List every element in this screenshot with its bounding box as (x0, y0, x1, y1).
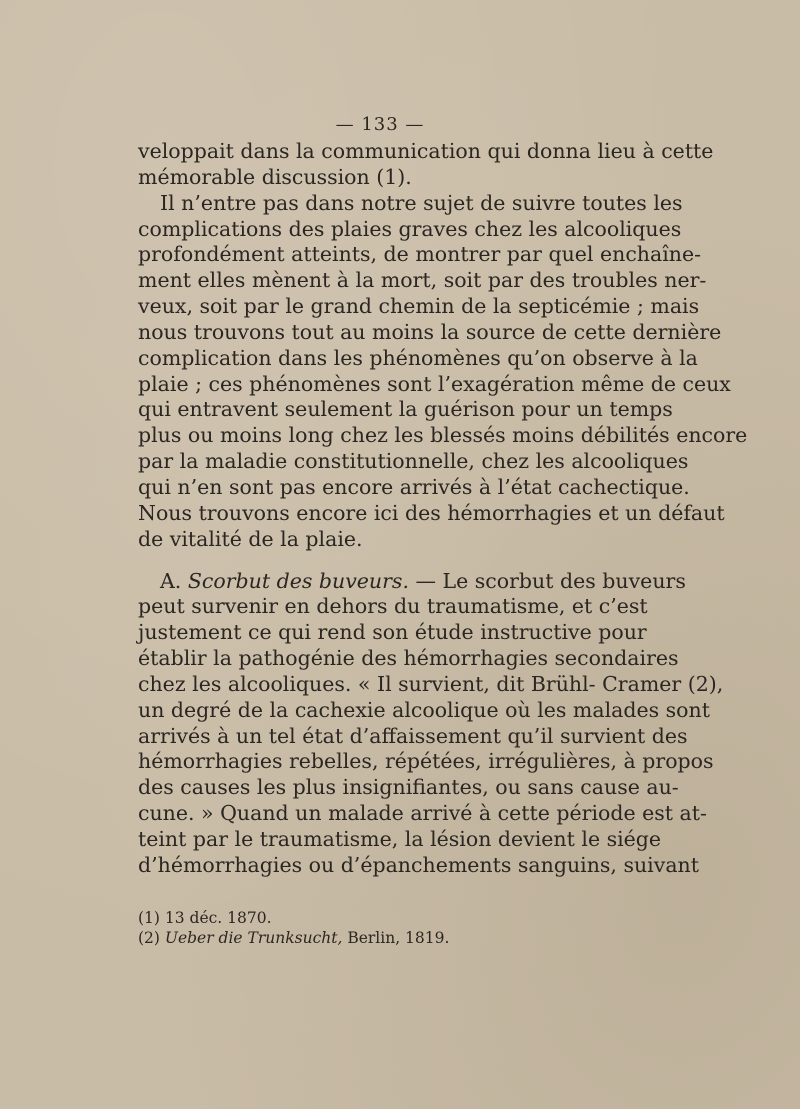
text-line: hémorrhagies rebelles, répétées, irrégulières, à propos (138, 749, 714, 774)
text-line: établir la pathogénie des hémorrhagies secondaires (138, 646, 679, 671)
page-number: — 133 — (335, 114, 425, 135)
text-line: chez les alcooliques. « Il survient, dit Brühl- Cramer (2), (138, 671, 724, 696)
body-text (138, 139, 748, 879)
text-line: complication dans les phénomènes qu’on observe à la (138, 345, 698, 370)
footnote-2-title: Ueber die Trunksucht, (164, 929, 343, 947)
text-line: des causes les plus insignifiantes, ou sans cause au- (138, 775, 679, 800)
text-line: arrivés à un tel état d’affaissement qu’il survient des (138, 723, 688, 748)
text-line-heading (138, 568, 686, 595)
paragraph-gap (138, 553, 620, 569)
text-line: justement ce qui rend son étude instructive pour (138, 620, 647, 645)
text-line: veux, soit par le grand chemin de la septicémie ; mais (138, 294, 700, 319)
text-line: mémorable discussion (1). (138, 164, 412, 189)
text-line: complications des plaies graves chez les alcooliques (138, 216, 682, 241)
text-line: nous trouvons tout au moins la source de cette dernière (138, 319, 722, 344)
paragraph-2 (138, 190, 748, 553)
text-line: par la maladie constitutionnelle, chez les alcooliques (138, 449, 689, 474)
section-letter: A. (160, 568, 188, 593)
footnote-2-rest: Berlin, 1819. (342, 929, 450, 947)
text-line: Nous trouvons encore ici des hémorrhagies et un défaut (138, 500, 725, 525)
paragraph-3 (138, 568, 724, 879)
text-line: peut survenir en dehors du traumatisme, et c’est (138, 594, 648, 619)
text-line: de vitalité de la plaie. (138, 526, 363, 551)
text-line: un degré de la cachexie alcoolique où les malades sont (138, 697, 710, 722)
text-line: profondément atteints, de montrer par quel enchaîne- (138, 242, 702, 267)
paragraph-1 (138, 139, 714, 191)
footnote-2 (138, 928, 618, 948)
text-line: qui n’en sont pas encore arrivés à l’état cachectique. (138, 474, 690, 499)
text-line: teint par le traumatisme, la lésion devient le siége (138, 826, 662, 851)
text-line: plus ou moins long chez les blessés moins débilités encore (138, 423, 748, 448)
section-title: Scorbut des buveurs. (187, 568, 409, 593)
text-line: veloppait dans la communication qui donna lieu à cette (138, 139, 714, 163)
text-line: Il n’entre pas dans notre sujet de suivre toutes les (160, 190, 683, 215)
text-line: cune. » Quand un malade arrivé à cette période est at- (138, 801, 707, 826)
footnote-2-number: (2) (138, 929, 165, 947)
text-line: plaie ; ces phénomènes sont l’exagération même de ceux (138, 371, 731, 396)
text-line: ment elles mènent à la mort, soit par des troubles ner- (138, 268, 707, 293)
footnote-1: (1) 13 déc. 1870. (138, 909, 272, 927)
text-line: qui entravent seulement la guérison pour un temps (138, 397, 673, 422)
footnotes (138, 908, 618, 948)
text-line: d’hémorrhagies ou d’épanchements sanguins, suivant (138, 852, 699, 877)
section-lead: — Le scorbut des buveurs (408, 568, 686, 593)
